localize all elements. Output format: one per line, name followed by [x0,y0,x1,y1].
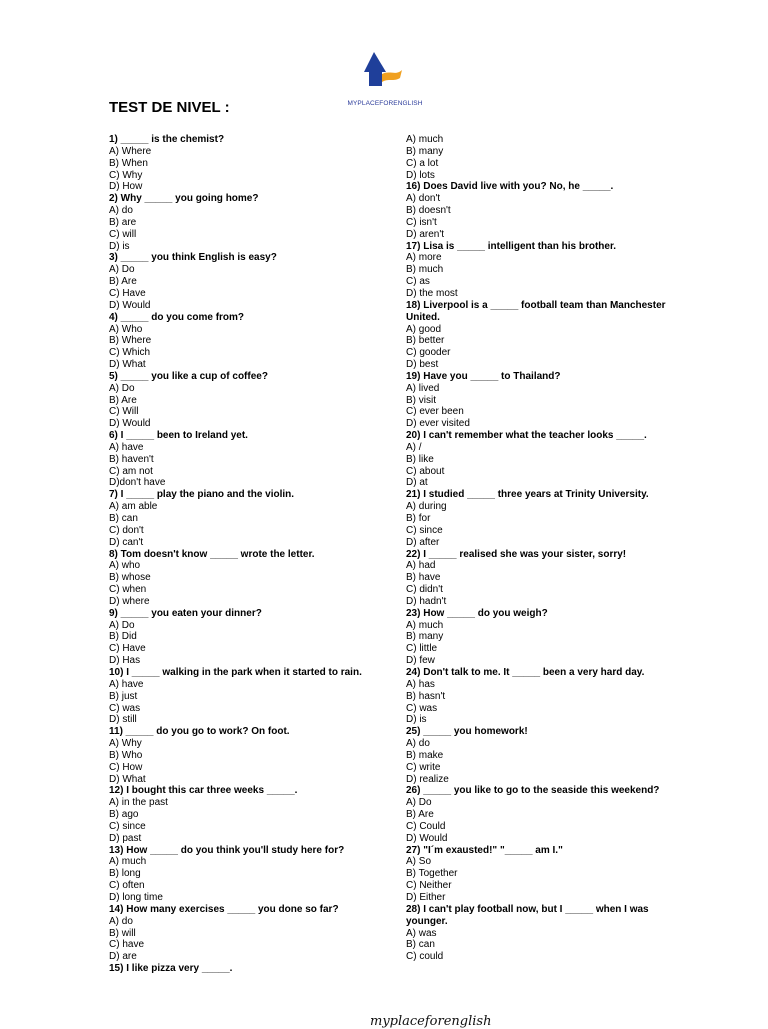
question: 18) Liverpool is a _____ football team than Manchester United. [406,299,666,323]
footer-text: myplaceforenglish [370,1014,492,1029]
answer-option: A) in the past [109,797,168,809]
answer-option: D) lots [406,169,435,181]
question: 9) _____ you eaten your dinner? [109,607,262,619]
logo [340,52,430,112]
answer-option: B) Did [109,631,137,643]
answer-option: A) much [406,619,444,631]
answer-option: B) many [406,631,444,643]
answer-option: B) can [406,939,435,951]
answer-option: D) is [406,714,427,726]
answer-option: B) haven't [109,453,154,465]
answer-option: A) Do [109,264,135,276]
question: 4) _____ do you come from? [109,311,245,323]
answer-option: B) better [406,335,445,347]
answer-option: A) was [406,927,437,939]
answer-option: D) are [109,951,137,963]
answer-option: B) Are [406,809,434,821]
answer-option: D) the most [406,287,458,299]
answer-option: B) make [406,749,444,761]
page-title: TEST DE NIVEL : [109,99,230,116]
answer-option: D) Would [406,832,448,844]
answer-option: C) didn't [406,584,443,596]
answer-option: A) good [406,323,442,335]
answer-option: A) Do [109,382,135,394]
answer-option: B) When [109,157,148,169]
answer-option: A) am able [109,501,158,513]
left-column [109,134,369,975]
answer-option: D) past [109,832,142,844]
question: 19) Have you _____ to Thailand? [406,370,561,382]
logo-text: MYPLACEFORENGLISH [347,100,423,107]
question: 10) I _____ walking in the park when it started to rain. [109,666,362,678]
answer-option: A) Do [109,619,135,631]
answer-option: A) has [406,678,435,690]
answer-option: C) isn't [406,216,437,228]
answer-option: C) a lot [406,157,439,169]
answer-option: C) gooder [406,347,451,359]
question: 17) Lisa is _____ intelligent than his brother. [406,240,617,252]
answer-option: D) How [109,181,143,193]
question: 20) I can't remember what the teacher looks _____. [406,430,647,442]
question: 11) _____ do you go to work? On foot. [109,726,290,738]
answer-option: A) who [109,560,141,572]
answer-option: A) during [406,501,447,513]
answer-option: B) visit [406,394,436,406]
answer-option: B) for [406,513,431,524]
question: 5) _____ you like a cup of coffee? [109,370,268,382]
answer-option: C) since [109,820,146,832]
answer-option: A) had [406,560,436,572]
question: 25) _____ you homework! [406,726,528,738]
answer-option: D) What [109,359,146,371]
answer-option: C) about [406,465,445,477]
answer-option: C) often [109,880,145,892]
answer-option: C) as [406,276,430,288]
answer-option: C) ever been [406,406,464,418]
answer-option: B) are [109,216,137,228]
answer-option: A) much [109,856,147,868]
answer-option: C) am not [109,465,153,477]
answer-option: D) Has [109,655,141,667]
answer-option: D) is [109,240,130,252]
answer-option: D) at [406,477,428,489]
answer-option: B) many [406,145,444,157]
answer-option: A) have [109,441,144,453]
answer-option: C) Have [109,287,146,299]
answer-option: B) doesn't [406,205,451,217]
question: 15) I like pizza very _____. [109,963,233,975]
answer-option: C) Neither [406,880,452,892]
answer-option: D)don't have [109,477,166,489]
answer-option: D) after [406,536,440,548]
answer-option: B) Who [109,749,143,761]
answer-option: A) Where [109,145,152,157]
answer-option: D) Would [109,299,151,311]
answer-option: A) do [109,205,133,217]
answer-option: C) was [109,702,141,714]
question: 26) _____ you like to go to the seaside this weekend? [406,785,660,797]
answer-option: C) Have [109,643,146,655]
answer-option: C) have [109,939,145,951]
question: 23) How _____ do you weigh? [406,607,548,619]
question: 24) Don't talk to me. It _____ been a very hard day. [406,666,645,678]
answer-option: B) much [406,264,444,276]
answer-option: A) So [406,856,432,868]
answer-option: A) Who [109,323,143,335]
question: 21) I studied _____ three years at Trinity University. [406,489,649,501]
answer-option: C) will [109,228,137,240]
question: 6) I _____ been to Ireland yet. [109,430,248,442]
question: 2) Why _____ you going home? [109,193,259,205]
answer-option: B) long [109,868,141,880]
answer-option: A) do [109,915,133,927]
question: 28) I can't play football now, but I _____ when I was younger. [406,903,649,927]
answer-option: D) realize [406,773,449,785]
answer-option: D) long time [109,892,163,903]
answer-option: A) more [406,252,442,264]
answer-option: B) can [109,513,138,524]
answer-option: C) Will [109,406,139,418]
question: 3) _____ you think English is easy? [109,252,277,264]
answer-option: B) Where [109,335,152,347]
question: 16) Does David live with you? No, he _____. [406,181,614,193]
question: 14) How many exercises _____ you done so far? [109,903,339,915]
answer-option: B) like [406,453,434,465]
answer-option: C) Why [109,169,143,181]
answer-option: C) Which [109,347,151,359]
answer-option: D) ever visited [406,418,470,430]
answer-option: B) whose [109,572,151,584]
answer-option: C) was [406,702,438,714]
question: 12) I bought this car three weeks _____. [109,785,298,797]
answer-option: A) lived [406,382,440,394]
answer-option: C) How [109,761,143,773]
answer-option: D) aren't [406,228,445,240]
answer-option: D) Either [406,892,446,903]
answer-option: D) Would [109,418,151,430]
answer-option: B) ago [109,809,139,821]
question: 8) Tom doesn't know _____ wrote the letter. [109,548,315,560]
answer-option: A) have [109,678,144,690]
answer-option: B) have [406,572,441,584]
answer-option: A) do [406,738,430,750]
logo-house-icon [362,52,408,98]
answer-option: C) don't [109,524,144,536]
answer-option: D) hadn't [406,595,447,607]
question: 22) I _____ realised she was your sister, sorry! [406,548,627,560]
answer-option: B) just [109,690,138,702]
answer-option: B) Are [109,394,137,406]
answer-option: D) few [406,655,435,667]
answer-option: C) Could [406,820,446,832]
answer-option: A) much [406,134,444,145]
answer-option: D) still [109,714,137,726]
answer-option: A) / [406,441,422,453]
answer-option: D) best [406,359,439,371]
answer-option: B) will [109,927,136,939]
answer-option: C) since [406,524,443,536]
answer-option: B) hasn't [406,690,446,702]
answer-option: C) little [406,643,438,655]
answer-option: B) Together [406,868,458,880]
answer-option: D) where [109,595,150,607]
question: 7) I _____ play the piano and the violin. [109,489,295,501]
answer-option: C) when [109,584,147,596]
question: 1) _____ is the chemist? [109,134,225,145]
right-column [406,134,676,963]
question: 27) "I´m exausted!" "_____ am I." [406,844,563,856]
answer-option: A) Do [406,797,432,809]
answer-option: B) Are [109,276,137,288]
answer-option: A) Why [109,738,142,750]
answer-option: C) could [406,951,444,963]
answer-option: C) write [406,761,441,773]
answer-option: A) don't [406,193,441,205]
answer-option: D) What [109,773,146,785]
answer-option: D) can't [109,536,144,548]
question: 13) How _____ do you think you'll study here for? [109,844,345,856]
